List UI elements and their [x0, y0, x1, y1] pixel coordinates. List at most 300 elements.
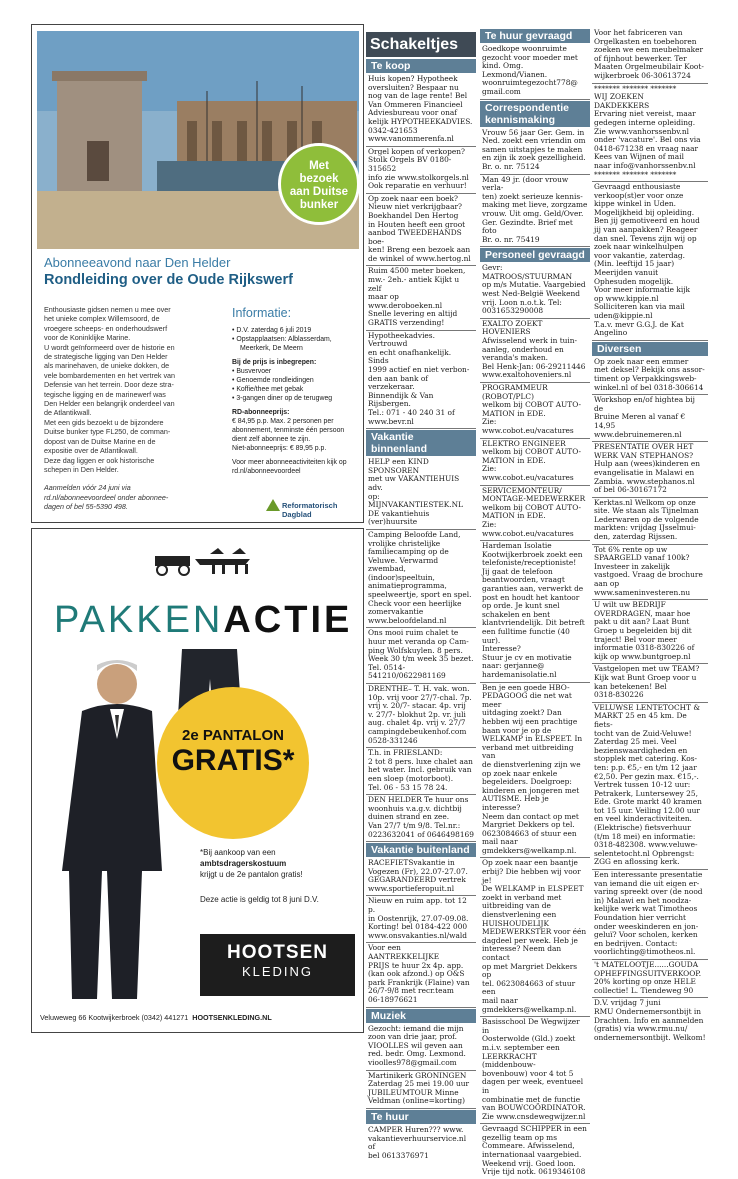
ad-line: beantwoorden, vraagt — [482, 575, 565, 585]
ad-line: m.i.v. september een — [482, 1042, 560, 1052]
classified-ad — [366, 795, 476, 842]
ad-line: Boekhandel Den Hertog — [368, 210, 459, 220]
classified-ad — [366, 1024, 476, 1071]
ad-line: voor vakantie, zaterdag. — [594, 250, 685, 260]
ad-line: Tel.: 071 - 40 240 31 of — [368, 407, 455, 417]
pakken-headline: PAKKENACTIE — [54, 599, 353, 641]
ad-line: Kerktas.nl Welkom op onze — [594, 497, 696, 507]
terms-text: *Bij aankoop van een ambtsdragerskostuum krijgt u de 2e pantalon gratis! Deze actie is geldig tot 8 juni D.V. — [200, 848, 319, 904]
ad-line: De WELKAMP in ELSPEET — [482, 884, 584, 894]
ad-line: Stolk Orgels BV 0180-315652 — [368, 155, 452, 173]
ad-line: Jij gaat de telefoon — [482, 566, 553, 576]
ad-line: Ede. Grote markt 40 kramen — [594, 797, 702, 807]
ad-line: animatieprogramma, — [368, 581, 447, 591]
ad-line: Veluwe. Verwarmd — [368, 555, 439, 565]
ad-line: op: MIJNVAKANTIESTEK.NL — [368, 491, 463, 510]
classified-ad — [592, 870, 708, 960]
schakeltjes-masthead: Schakeltjes — [366, 32, 476, 57]
ad-line: Ophesuden mogelijk. — [594, 276, 674, 286]
ad-line: SPAARGELD vanaf 100k? — [594, 553, 690, 563]
section-header: Diversen — [592, 342, 708, 356]
ad-line: in Houten heeft een groot — [368, 219, 466, 229]
ad-line: Interesse? — [482, 644, 521, 654]
ad-line: familiecamping op de — [368, 547, 449, 557]
ad-line: DRENTHE– T. H. vak. won. — [368, 684, 470, 693]
ad-line: ******* ******* ******* — [594, 169, 677, 179]
ad-line: op orde. Je kunt snel — [482, 601, 560, 611]
ad-line: een sloep (motorboot). — [368, 773, 454, 783]
section-header: Te huur gevraagd — [480, 29, 590, 43]
body-text: Enthousiaste gidsen nemen u mee over het unieke complex Willemsoord, de vroegere scheeps- en onderhoudswerf voor de Koninklijke Marine. U wordt geïnformeerd over de historie en de strategische ligging van Den Helder als marinehaven, de unieke dokken, de vele bombardementen en het vertrek van Defensie van het terrein. Door deze stra- tegische ligging en de marinewerf was Den Helder een belangrijk onderdeel van de Atlantikwall. Met een gids bezoekt u de bijzondere Duitse bunker type FL250, de comman- dopost van de Duitse Marine en de expositie over de Atlantikwall. Deze dag liggen er ook historische schepen in Den Helder. Aanmelden vóór 24 juni via rd.nl/abonneevoordeel onder abonnee- dagen of bel 55-5390 498. — [44, 305, 176, 512]
ad-line: Br. o. nr. 75419 — [482, 234, 540, 244]
ad-line: (t/m 18 mei) en informatie: — [594, 831, 696, 841]
classified-ad — [592, 182, 708, 341]
ad-line: Binnendijk & Van Rijsbergen. — [368, 390, 434, 409]
ad-line: Vrije tijd notk. 0619346108 — [482, 1167, 586, 1177]
classified-ad — [480, 44, 590, 100]
ad-line: Op zoek naar een emmer — [594, 356, 689, 366]
ad-line: varing spreekt over (de nood — [594, 887, 703, 897]
ad-line: Week 30 t/m week 35 bezet. — [368, 654, 474, 664]
ad-line: en zijn ik zoek gezelligheid. — [482, 153, 586, 163]
ad-line: op zoek naar enkele — [482, 768, 558, 778]
ad-line: www.sportieferopuit.nl — [368, 883, 455, 893]
ad-line: MATION in EDE. — [482, 408, 546, 418]
ad-line: v. 27/7- blokhut 2p. vr. juli — [368, 709, 466, 719]
ad-line: evangelisatie in Malawi en — [594, 467, 695, 477]
classified-ad — [366, 194, 476, 267]
ad-line: Zambia. www.stephanos.nl — [594, 476, 695, 486]
ad-line: (gratis) via www.rmu.nu/ — [594, 1024, 688, 1034]
classified-ad — [366, 147, 476, 194]
ad-line: www.exaltohoveniers.nl — [482, 370, 572, 380]
ad-line: van BOUWCOÖRDINATOR. — [482, 1103, 586, 1113]
ad-line: aanbod TWEEDEHANDS boe- — [368, 228, 462, 246]
ad-line: Voor meer informatie kijk — [594, 285, 691, 295]
ad-line: klantvriendelijk. Dit betreft — [482, 618, 585, 628]
ad-line: EXALTO ZOEKT HOVENIERS — [482, 318, 543, 337]
section-header: Vakantie buitenland — [366, 843, 476, 857]
ad-line: Tot 6% rente op uw — [594, 544, 668, 554]
ad-line: 10p. vrij voor 27/7-chal. 7p. — [368, 692, 472, 702]
ad-line: 0318-830226 — [594, 690, 644, 700]
ad-line: RMU Ondernemersontbijt in — [594, 1006, 702, 1016]
ad-line: kelijk HYPOTHEEKADVIES. — [368, 116, 473, 126]
ad-line: GRATIS verzending! — [368, 318, 445, 328]
ad-line: Zaterdag 25 mei. Veel — [594, 737, 677, 747]
ad-line: Adviesbureau voor onaf — [368, 108, 457, 118]
ad-line: Vogezen (Fr), 22.07-27.07. — [368, 866, 468, 876]
ad-line: Bruine Meren al vanaf € 14,95 — [594, 412, 686, 430]
ad-line: 2 tot 8 pers. luxe chalet aan — [368, 756, 473, 766]
ad-line: Lederwaren op de volgende — [594, 514, 699, 524]
ad-line: 0342-421653 — [368, 125, 418, 135]
ad-line: oversluiten? Bespaar nu — [368, 82, 459, 92]
ad-line: (Elektrische) fietsverhuur — [594, 823, 691, 833]
ad-line: duinen strand en zee. — [368, 812, 450, 822]
ad-line: SERVICEMONTEUR/ — [482, 485, 562, 495]
hootsen-ad — [31, 528, 364, 1033]
ad-line: schakelen en bent — [482, 609, 551, 619]
ad-line: Margriet Dekkers op tel. — [482, 820, 575, 830]
ad-line: Van Ommeren Financieel — [368, 99, 463, 109]
ad-line: Zie: www.cobot.eu/vacatures — [482, 519, 574, 538]
ad-line: wijkerbroek 06-30613724 — [594, 70, 691, 80]
ad-line: WELKAMP in ELSPEET. In — [482, 734, 583, 744]
ad-line: T.h. in FRIESLAND: — [368, 748, 443, 758]
ad-line: PRIJS te huur 2x 4p. app. — [368, 960, 464, 970]
ad-line: Martinikerk GRONINGEN — [368, 1070, 467, 1080]
ad-line: JUBILEUMTOUR Minne — [368, 1087, 459, 1097]
ad-line: Stuur je cv en motivatie — [482, 652, 572, 662]
address-line: Veluweweg 66 Kootwijkerbroek (0342) 441271 HOOTSENKLEDING.NL — [40, 1013, 272, 1022]
ad-line: Man 49 jr. (door vrouw verla- — [482, 174, 569, 193]
section-header: Te koop — [366, 59, 476, 73]
ad-line: kelijke werk wat Timotheos — [594, 904, 698, 914]
ad-line: Snelle levering en altijd — [368, 309, 458, 319]
ad-line: Weekend vrij. Goed loon. — [482, 1158, 576, 1168]
ad-line: D.V. vrijdag 7 juni — [594, 998, 661, 1008]
ad-line: VELUWSE LENTETOCHT & — [594, 702, 700, 712]
ad-line: 0418-671238 en vraag naar — [594, 143, 699, 153]
ad-line: info zie www.stolkorgels.nl — [368, 172, 469, 182]
ad-line: informatie 0318-830226 of — [594, 643, 695, 653]
section-header: Personeel gevraagd — [480, 248, 590, 262]
ad-line: ping Wolfskuylen. 8 pers. — [368, 645, 463, 655]
ad-line: collectie! L. Tiendeweg 90 — [594, 985, 694, 995]
ad-line: het water. Incl. gebruik van — [368, 765, 472, 775]
ad-line: veranda's maken. — [482, 353, 548, 363]
ad-line: of fijnhout bewerker. Ter — [594, 53, 687, 63]
ad-line: Ned. zoekt een vriendin om — [482, 136, 586, 146]
ad-line: bovenbouw) voor 4 tot 5 — [482, 1068, 574, 1078]
ad-line: MARKT 25 en 45 km. De fiets- — [594, 711, 687, 729]
classified-ad — [592, 600, 708, 664]
ad-line: naar: gerjanne@ — [482, 661, 545, 671]
ad-line: van iemand die uit eigen er- — [594, 878, 700, 888]
ad-line: in) Malawi en het noodza- — [594, 895, 692, 905]
ad-line: Ervaring niet vereist, maar — [594, 109, 696, 119]
ad-line: speelweertje, sport en spel. — [368, 590, 472, 600]
ad-line: Foundation hier verricht — [594, 913, 686, 922]
ad-line: op www.kippie.nl — [594, 293, 659, 303]
ad-line: of bel 06-30167172 — [594, 485, 667, 495]
ad-line: Voor het fabriceren van — [594, 28, 683, 37]
ad-line: OVERDRAGEN, maar hoe — [594, 608, 691, 618]
classified-ad — [480, 1124, 590, 1179]
ad-line: Gevraagd enthousiaste — [594, 182, 681, 192]
classified-ad — [480, 683, 590, 859]
ad-line: tocht van de Zuid-Veluwe! — [594, 728, 692, 738]
kicker: Abonneeavond naar Den Helder — [44, 255, 231, 270]
ad-line: ELEKTRO ENGINEER — [482, 438, 566, 448]
ad-line: Goedkope woonruimte — [482, 44, 567, 53]
ad-line: 1999 actief en niet verbon- — [368, 365, 470, 374]
ad-line: gezellig team op ms — [482, 1132, 557, 1142]
ad-line: west Ned-België Weekend — [482, 289, 580, 299]
ad-line: www.bevr.nl — [368, 416, 414, 426]
ad-line: den aan bank of verzekeraar. — [368, 373, 429, 392]
ad-line: LEERKRACHT (middenbouw- — [482, 1051, 537, 1070]
ad-line: in Oostenrijk, 27.07-09.08. — [368, 913, 469, 923]
ad-line: de dienstverlening zijn we — [482, 759, 581, 769]
gratis-badge: 2e PANTALON GRATIS* — [157, 687, 309, 839]
ad-line: Orgelkasten en toebehoren — [594, 36, 697, 46]
ad-line: uitbreiding van de — [482, 901, 551, 911]
classified-ad — [480, 383, 590, 439]
info-box: Informatie: • D.V. zaterdag 6 juli 2019 • Opstapplaatsen: Alblasserdam, Meerkerk, De Meern Bij de prijs is inbegrepen: • Busvervoer • Genoemde rondleidingen • Koffie/thee met gebak • 3-gangen diner op de terugweg RD-abonneeprijs: € 84,95 p.p. Max. 2 personen per abonnement, tenminste één persoon dient zelf abonnee te zijn. Niet-abonneeprijs: € 89,95 p.p. Voor meer abonneeactiviteiten kijk op rd.nl/abonneevoordeel — [232, 306, 347, 475]
ad-line: zoeken we een meubelmaker — [594, 45, 703, 55]
ad-line: 0623084663 of stuur een — [482, 828, 577, 838]
ad-line: PROGRAMMEUR (ROBOT/PLC) — [482, 383, 548, 401]
suit-figure — [32, 649, 162, 999]
ad-line: (Min. leeftijd 15 jaar) — [594, 259, 675, 269]
ad-line: making met lieve, zorgzame — [482, 200, 588, 210]
ad-line: Tel. 06 - 53 15 78 24. — [368, 782, 448, 792]
ad-line: naar info@vanhorssenbv.nl — [594, 160, 696, 170]
ad-line: MATION in EDE. — [482, 455, 546, 465]
ad-line: campingdebeukenhof.com — [368, 726, 467, 736]
bunker-badge: Met bezoek aan Duitse bunker — [278, 143, 360, 225]
ad-line: de winkel of www.hertog.nl — [368, 253, 471, 263]
ad-line: ten: p.p. €5,- en t/m 12 jaar — [594, 762, 697, 772]
ad-line: Maaten Orgelmeubilair Koot- — [594, 62, 704, 72]
classified-ad — [366, 858, 476, 896]
ad-line: vioolles978@gmail.com — [368, 1057, 457, 1067]
ad-line: Afwisselend werk in tuin- — [482, 336, 578, 346]
ad-line: kinderen en jongeren met — [482, 785, 580, 795]
ad-line: garanties aan, verwerkt de — [482, 584, 584, 594]
ad-line: Ruim 4500 meter boeken, — [368, 266, 466, 276]
ad-line: welkom bij COBOT AUTO- — [482, 502, 582, 512]
classified-ad — [480, 1017, 590, 1124]
classified-ad — [592, 498, 708, 545]
ad-line: HUISHOUDELIJK — [482, 918, 550, 928]
ad-line: Vastgelopen met uw TEAM? — [594, 664, 700, 674]
ad-line: Check voor een heerlijke — [368, 598, 462, 608]
ad-line: VIOOLLES wil geven aan — [368, 1040, 463, 1050]
ad-line: uitdaging zoekt? Dan — [482, 708, 562, 718]
section-header: Muziek — [366, 1009, 476, 1023]
ad-line: markten: vrijdag IJsselmui- — [594, 523, 696, 533]
ad-line: zoekt in verband met — [482, 892, 562, 902]
ad-line: Huis kopen? Hypotheek — [368, 74, 458, 83]
classified-ad — [480, 175, 590, 248]
ad-line: met deksel? Bekijk ons assor- — [594, 365, 705, 375]
ad-line: en veel kinderactiviteiten. — [594, 814, 692, 824]
ad-line: www.beloofdeland.nl — [368, 615, 447, 625]
classified-ad — [366, 74, 476, 147]
ad-line: Workshop en/of hightea bij de — [594, 395, 695, 413]
ad-line: Groep u begeleiden bij dit — [594, 626, 692, 635]
classified-ad — [480, 263, 590, 319]
ad-line: verkoop(st)er voor onze — [594, 190, 684, 200]
classified-ad — [480, 541, 590, 683]
ad-line: post en houdt het kantoor — [482, 592, 580, 602]
classified-ad — [592, 395, 708, 442]
ad-line: gmdekkers@welkamp.nl. — [482, 1004, 577, 1014]
ad-line: maar op www.deroboeken.nl — [368, 292, 443, 310]
ad-line: red. bedr. Omg. Lexmond. — [368, 1049, 466, 1059]
ad-line: Hardeman Isolatie — [482, 541, 552, 551]
ad-line: €2,50. Per gezin max. €15,-. — [594, 771, 699, 781]
ad-line: dagen per week, eventueel in — [482, 1077, 584, 1095]
helder-ad — [31, 24, 364, 523]
ad-line: Hulp aan (wees)kinderen en — [594, 459, 701, 469]
classified-col-2 — [480, 28, 590, 1177]
ad-line: CAMPER Huren??? www. — [368, 1124, 464, 1134]
ad-line: combinatie met de functie — [482, 1094, 581, 1104]
section-header: Correspondentie kennismaking — [480, 101, 590, 127]
ad-line: tot 15 uur. Veiling 12.00 uur — [594, 805, 700, 815]
ad-line: kippe winkel in Uden. — [594, 199, 676, 209]
ad-line: DAKDEKKERS — [594, 100, 650, 110]
ad-line: verband met uitbreiding van — [482, 742, 574, 761]
ad-line: Br. o. nr. 75124 — [482, 161, 540, 171]
ad-line: Bel Henk-Jan: 06-29211446 — [482, 361, 586, 371]
ad-line: woonruimtegezocht778@ — [482, 78, 578, 88]
ad-line: traject! Bel voor meer — [594, 634, 677, 644]
ad-line: Veldman (online=korting) — [368, 1096, 465, 1106]
ad-line: Voor een AANTREKKELIJKE — [368, 943, 440, 962]
ad-line: erbij? Die hebben wij voor je! — [482, 867, 581, 885]
ad-line: U wilt uw BEDRIJF — [594, 600, 666, 610]
classified-ad — [480, 486, 590, 542]
ad-line: welkom bij COBOT AUTO- — [482, 400, 582, 410]
ad-line: onder weeskinderen en jon- — [594, 921, 699, 931]
ad-line: baan voor je op de — [482, 725, 552, 735]
ad-line: ken! Breng een bezoek aan — [368, 245, 471, 255]
ad-line: Kijk wat Bunt Groep voor u — [594, 672, 697, 682]
ad-line: aan op — [594, 579, 620, 589]
ad-line: Ons mooi ruim chalet te — [368, 628, 459, 638]
ad-line: ZGG en aflossing kerk. — [594, 857, 680, 867]
ad-line: DEN HELDER Te huur ons — [368, 795, 469, 805]
ad-line: Op zoek naar een boek? — [368, 193, 458, 203]
ad-line: zwembad, (indoor)speeltuin, — [368, 564, 435, 582]
ad-line: Investeer in zakelijk — [594, 561, 670, 571]
ad-line: Ben jij gemotiveerd en houd — [594, 216, 700, 226]
ad-line: vrij v. 20/7- stacar. 4p. vrij — [368, 701, 466, 711]
ad-line: Camping Beloofde Land, — [368, 529, 461, 539]
ad-line: Zie: www.cobot.eu/vacatures — [482, 417, 574, 435]
classified-ad — [592, 84, 708, 183]
ad-line: PEDAGOOG die net wat meer — [482, 691, 572, 709]
ad-line: hebben wij een prachtige — [482, 716, 578, 726]
classified-ad — [592, 664, 708, 702]
classified-ad — [366, 628, 476, 684]
ad-line: site. We staan als Tijnelman — [594, 506, 699, 516]
ad-line: 0223632041 of 0646498169 — [368, 829, 474, 839]
ad-line: Solliciteren kan via mail — [594, 302, 685, 312]
classified-ad — [366, 457, 476, 530]
ad-line: Ook reparatie en verhuur! — [368, 181, 467, 191]
ad-line: dagdeel per week. Heb je — [482, 935, 578, 945]
ad-line: gmail.com — [482, 86, 521, 96]
ad-line: Hypotheekadvies. Vertrouwd — [368, 330, 435, 349]
ad-line: uden@kippie.nl — [594, 311, 653, 320]
ad-line: kind. Omg. Lexmond/Vianen. — [482, 61, 548, 79]
classified-col-3 — [592, 28, 708, 1058]
ad-line: 't MATELOOTJE......GOUDA — [594, 959, 699, 969]
ad-line: MEDEWERKSTER voor één — [482, 927, 587, 937]
ad-line: Ben je een goede HBO- — [482, 682, 570, 692]
ad-line: Tel. 0514-541210/0622981169 — [368, 662, 446, 681]
classified-ad — [592, 703, 708, 870]
ad-line: WIJ ZOEKEN — [594, 92, 644, 102]
ad-line: Oosterwolde (Gld.) zoekt — [482, 1034, 576, 1044]
classified-ad — [592, 28, 708, 84]
ad-line: stopplek met catering. Kos- — [594, 754, 697, 764]
ad-line: selentetocht.nl Opbrengst: — [594, 848, 695, 858]
ad-line: op met Margriet Dekkers op — [482, 961, 578, 980]
ad-line: Angelino — [594, 328, 628, 338]
ad-line: telefoniste/receptioniste! — [482, 558, 577, 568]
ad-line: zomervakantie — [368, 607, 424, 617]
ad-line: Mogelijkheid bij opleiding. — [594, 207, 695, 217]
ad-line: met uw VAKANTIEHUIS adv. — [368, 474, 460, 492]
ad-line: HELP een KIND SPONSOREN — [368, 457, 429, 475]
ad-line: www.debruinemeren.nl — [594, 429, 682, 439]
ad-line: mail naar — [482, 995, 518, 1005]
ad-line: onder 'vacature'. Bel ons via — [594, 135, 701, 145]
ad-line: Gevraagd SCHIPPER in een — [482, 1124, 587, 1134]
ad-line: 0031653290008 — [482, 306, 544, 316]
ad-line: dienstverlening een — [482, 910, 557, 920]
ad-line: voorlichting@timotheos.nl. — [594, 947, 696, 957]
ad-line: AUTISME. Heb je interesse? — [482, 794, 549, 812]
classified-ad — [592, 357, 708, 395]
ad-line: Zie www.cnsdewegwijzer.nl — [482, 1111, 586, 1121]
ad-line: www.onsvakanties.nl/wald — [368, 930, 467, 940]
ad-line: Gevr: MATROOS/STUURMAN — [482, 263, 573, 281]
ad-line: vrolijke christelijke — [368, 538, 441, 548]
ad-line: Korting! bel 0184-422 000 — [368, 922, 468, 932]
ad-line: vastgoed. Vraag de brochure — [594, 570, 703, 580]
classified-ad — [480, 319, 590, 383]
ad-line: bel 0613376971 — [368, 1150, 429, 1160]
ad-line: Kees van Wijnen of mail — [594, 152, 684, 162]
ad-line: op m/s Mutatie. Vaargebied — [482, 280, 586, 290]
ad-line: interesse? Neem dan contact — [482, 944, 562, 962]
ad-line: winkel.nl of bel 0318-306614 — [594, 382, 704, 392]
ad-line: Gezocht: iemand die mijn — [368, 1023, 464, 1033]
classified-ad — [366, 943, 476, 1007]
ad-line: Orgel kopen of verkopen? — [368, 146, 465, 156]
ad-line: Meerijden vanuit — [594, 268, 659, 278]
ad-line: RACEFIETSvakantie in — [368, 858, 455, 868]
ad-line: en bedrijven. Contact: — [594, 938, 678, 948]
classified-ad — [366, 748, 476, 795]
classified-ad — [366, 266, 476, 330]
ad-line: PRESENTATIE OVER HET — [594, 442, 694, 452]
ad-line: hardemanisolatie.nl — [482, 670, 557, 679]
classified-ad — [480, 128, 590, 175]
ad-line: huur met veranda op Cam- — [368, 637, 469, 647]
section-header: Vakantie binnenland — [366, 430, 476, 456]
ad-line: timent op Verpakkingsweb- — [594, 373, 697, 383]
ad-line: gmdekkers@welkamp.nl. — [482, 845, 577, 855]
ad-line: Zie: www.cobot.eu/vacatures — [482, 464, 574, 482]
ad-line: Nieuw niet verkrijgbaar? — [368, 202, 462, 212]
ad-line: een fulltime functie (40 uur). — [482, 627, 570, 645]
ad-line: 26/7-9/8 met recr.team — [368, 986, 454, 996]
carriage-icon — [150, 544, 260, 576]
classified-ad — [366, 684, 476, 748]
ad-line: MATION in EDE. — [482, 511, 546, 521]
ad-line: 0528-331246 — [368, 735, 418, 745]
ad-line: woonhuis v.a.g.v. dichtbij — [368, 803, 462, 813]
